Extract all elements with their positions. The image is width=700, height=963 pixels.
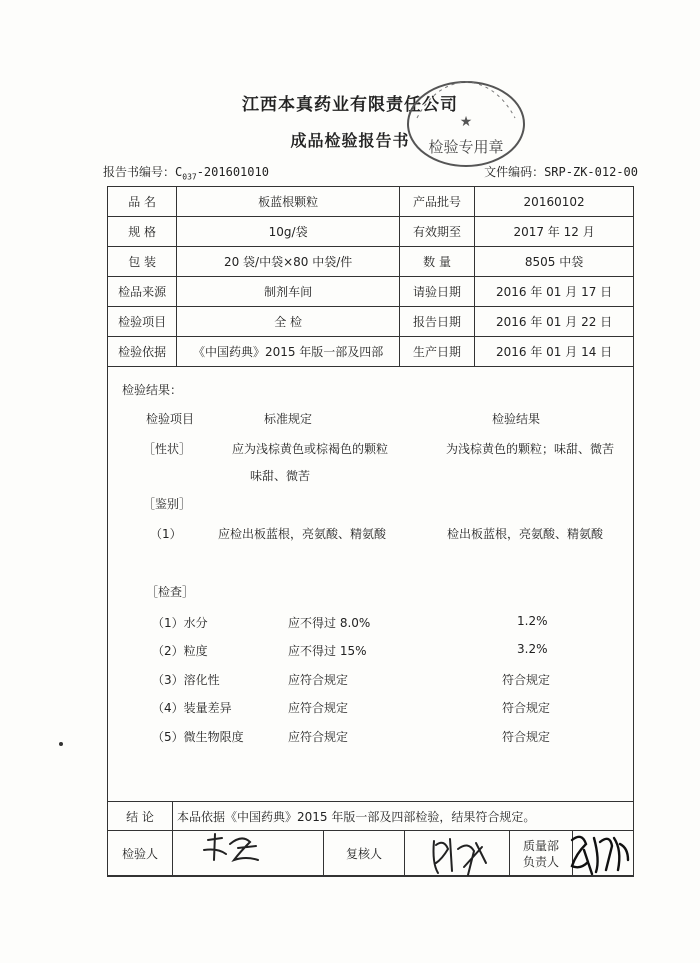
table-row bbox=[108, 802, 634, 831]
jianbie-result: 检出板蓝根，亮氨酸、精氨酸 bbox=[447, 527, 604, 541]
check-item: （1）水分 bbox=[152, 616, 208, 630]
value-cell: 板蓝根颗粒 bbox=[177, 187, 400, 217]
table-row bbox=[108, 247, 634, 277]
svg-text:★: ★ bbox=[459, 114, 473, 130]
file-number: 文件编码：SRP-ZK-012-00 bbox=[484, 165, 638, 179]
value-cell: 2016 年 01 月 14 日 bbox=[475, 337, 634, 367]
section-xingzhuang: ［性状］ bbox=[143, 442, 192, 456]
xingzhuang-standard-cont: 味甜、微苦 bbox=[250, 469, 311, 483]
stamp-text: 检验专用章 bbox=[428, 138, 504, 156]
check-result: 1.2% bbox=[517, 614, 548, 628]
check-standard: 应符合规定 bbox=[288, 730, 349, 744]
col-header-standard: 标准规定 bbox=[264, 412, 313, 426]
check-item: （2）粒度 bbox=[152, 644, 208, 658]
label-cell: 报告日期 bbox=[399, 307, 474, 337]
scan-speck bbox=[59, 742, 63, 746]
label-cell: 检品来源 bbox=[108, 277, 177, 307]
table-row bbox=[108, 831, 634, 877]
table-row bbox=[108, 187, 634, 217]
label-cell: 品 名 bbox=[108, 187, 177, 217]
check-item: （5）微生物限度 bbox=[152, 730, 244, 744]
value-cell: 8505 中袋 bbox=[475, 247, 634, 277]
table-row bbox=[108, 337, 634, 367]
company-name: 江西本真药业有限责任公司 bbox=[242, 95, 458, 115]
conclusion-text: 本品依据《中国药典》2015 年版一部及四部检验，结果符合规定。 bbox=[173, 802, 634, 831]
product-info-table bbox=[107, 186, 634, 367]
check-result: 3.2% bbox=[517, 642, 548, 656]
value-cell: 2016 年 01 月 22 日 bbox=[475, 307, 634, 337]
conclusion-table bbox=[107, 801, 634, 877]
check-standard: 应符合规定 bbox=[288, 701, 349, 715]
value-cell: 2017 年 12 月 bbox=[475, 217, 634, 247]
check-result: 符合规定 bbox=[502, 673, 551, 687]
label-cell: 检验依据 bbox=[108, 337, 177, 367]
jianbie-number: （1） bbox=[150, 527, 182, 541]
jianbie-standard: 应检出板蓝根，亮氨酸、精氨酸 bbox=[218, 527, 387, 541]
table-row bbox=[108, 307, 634, 337]
table-row bbox=[108, 277, 634, 307]
value-cell: 制剂车间 bbox=[177, 277, 400, 307]
inspector-signature bbox=[200, 830, 264, 870]
reviewer-label: 复核人 bbox=[324, 831, 405, 877]
value-cell: 《中国药典》2015 年版一部及四部 bbox=[177, 337, 400, 367]
col-header-item: 检验项目 bbox=[146, 412, 195, 426]
xingzhuang-standard: 应为浅棕黄色或棕褐色的颗粒 bbox=[232, 442, 389, 456]
value-cell: 10g/袋 bbox=[177, 217, 400, 247]
label-cell: 生产日期 bbox=[399, 337, 474, 367]
label-cell: 有效期至 bbox=[399, 217, 474, 247]
xingzhuang-result: 为浅棕黄色的颗粒；味甜、微苦 bbox=[446, 442, 615, 456]
check-standard: 应符合规定 bbox=[288, 673, 349, 687]
value-cell: 全 检 bbox=[177, 307, 400, 337]
label-cell: 产品批号 bbox=[399, 187, 474, 217]
value-cell: 2016 年 01 月 17 日 bbox=[475, 277, 634, 307]
check-result: 符合规定 bbox=[502, 730, 551, 744]
check-item: （3）溶化性 bbox=[152, 673, 220, 687]
report-number: 报告书编号：$C_{037}-201601010$ bbox=[103, 165, 269, 182]
section-jianbie: ［鉴别］ bbox=[143, 497, 192, 511]
check-standard: 应不得过 8.0% bbox=[288, 616, 371, 630]
report-title: 成品检验报告书 bbox=[290, 131, 410, 150]
value-cell: 20160102 bbox=[475, 187, 634, 217]
label-cell: 检验项目 bbox=[108, 307, 177, 337]
check-standard: 应不得过 15% bbox=[288, 644, 367, 658]
label-cell: 数 量 bbox=[399, 247, 474, 277]
section-jiancha: ［检查］ bbox=[146, 585, 195, 599]
qa-manager-signature bbox=[566, 830, 632, 876]
value-cell: 20 袋/中袋×80 中袋/件 bbox=[177, 247, 400, 277]
results-header: 检验结果： bbox=[122, 383, 183, 397]
label-cell: 包 装 bbox=[108, 247, 177, 277]
qa-manager-label: 质量部 负责人 bbox=[510, 831, 573, 877]
check-result: 符合规定 bbox=[502, 701, 551, 715]
label-cell: 规 格 bbox=[108, 217, 177, 247]
reviewer-signature bbox=[428, 833, 492, 879]
label-cell: 请验日期 bbox=[399, 277, 474, 307]
inspector-label: 检验人 bbox=[108, 831, 173, 877]
col-header-result: 检验结果 bbox=[492, 412, 541, 426]
table-row bbox=[108, 217, 634, 247]
conclusion-label: 结 论 bbox=[108, 802, 173, 831]
check-item: （4）装量差异 bbox=[152, 701, 232, 715]
inspection-stamp bbox=[405, 78, 527, 170]
